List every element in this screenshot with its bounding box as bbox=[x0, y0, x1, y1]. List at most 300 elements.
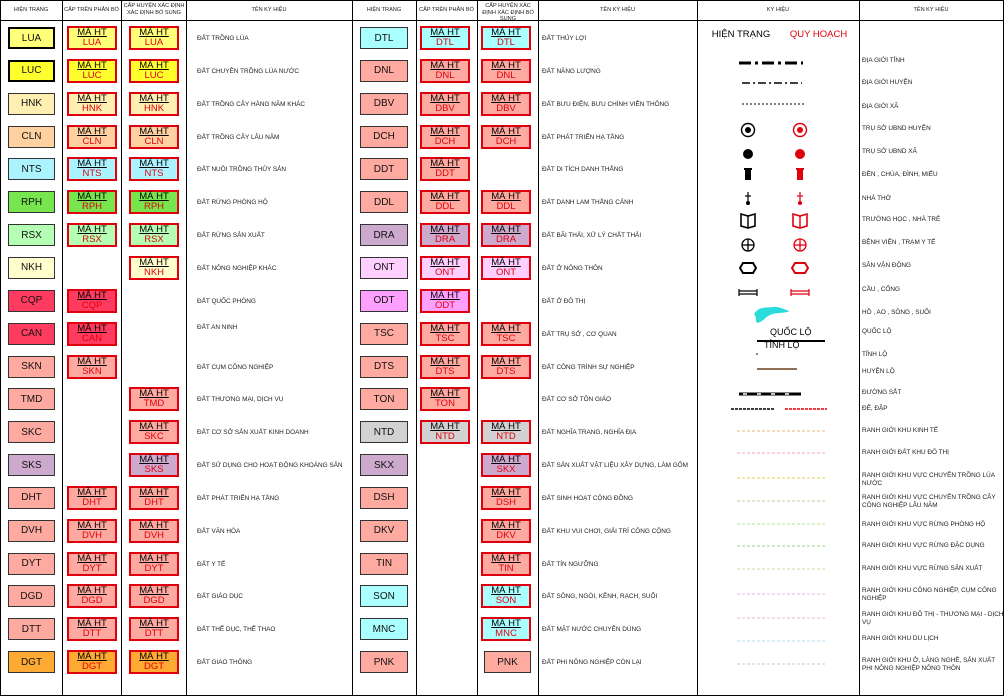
ma-ht-box bbox=[481, 125, 531, 149]
land-code-box: DDT bbox=[360, 158, 408, 180]
ma-ht-code: DBV bbox=[435, 102, 455, 114]
ma-ht-label: MÃ HT bbox=[139, 158, 169, 170]
ma-ht-label: MÃ HT bbox=[491, 355, 521, 367]
land-use-name: ĐẤT PHÁT TRIỂN HẠ TẦNG bbox=[197, 494, 280, 502]
land-code-box: DTS bbox=[360, 356, 408, 378]
ma-ht-code: DTT bbox=[82, 628, 102, 640]
ma-ht-box bbox=[67, 552, 117, 576]
land-code-box: DYT bbox=[8, 553, 55, 575]
ma-ht-code: RPH bbox=[81, 201, 103, 213]
ma-ht-code: DYT bbox=[144, 562, 164, 574]
land-use-name: ĐẤT RỪNG SẢN XUẤT bbox=[197, 232, 265, 240]
ma-ht-code: RSX bbox=[82, 234, 102, 246]
ma-ht-code: DGD bbox=[143, 595, 165, 607]
ma-ht-label: MÃ HT bbox=[139, 519, 169, 531]
land-code-box: PNK bbox=[484, 651, 531, 673]
symbol-name: ĐƯỜNG SẮT bbox=[862, 389, 902, 396]
land-use-name: ĐẤT SÔNG, NGÒI, KÊNH, RẠCH, SUỐI bbox=[542, 593, 658, 601]
ma-ht-box bbox=[481, 223, 531, 247]
ma-ht-label: MÃ HT bbox=[491, 224, 521, 236]
ma-ht-code: NTD bbox=[435, 431, 455, 443]
ma-ht-label: MÃ HT bbox=[139, 618, 169, 630]
land-code-box: SKN bbox=[8, 356, 55, 378]
land-code-box: DGT bbox=[8, 651, 55, 673]
ma-ht-code: TON bbox=[435, 398, 455, 410]
stadium-icon bbox=[740, 263, 808, 273]
ma-ht-box bbox=[481, 190, 531, 214]
ma-ht-label: MÃ HT bbox=[430, 421, 460, 433]
ma-ht-code: DDL bbox=[435, 201, 455, 213]
land-use-name: ĐẤT VĂN HÓA bbox=[197, 527, 241, 535]
ma-ht-code: DHT bbox=[82, 496, 102, 508]
land-code-box: DRA bbox=[360, 224, 408, 246]
ma-ht-label: MÃ HT bbox=[139, 651, 169, 663]
ma-ht-code: RPH bbox=[143, 201, 165, 213]
ma-ht-box bbox=[129, 420, 179, 444]
land-code-box: DGD bbox=[8, 585, 55, 607]
land-use-name: ĐẤT CÔNG TRÌNH SỰ NGHIỆP bbox=[542, 363, 635, 371]
ma-ht-box bbox=[481, 322, 531, 346]
ma-ht-box bbox=[420, 420, 470, 444]
ma-ht-box bbox=[129, 584, 179, 608]
land-use-name: ĐẤT GIAO THÔNG bbox=[197, 659, 253, 667]
land-use-name: ĐẤT TRỒNG LÚA bbox=[197, 35, 249, 42]
ma-ht-code: DGT bbox=[143, 661, 165, 673]
ma-ht-label: MÃ HT bbox=[77, 486, 107, 498]
land-code-box: PNK bbox=[360, 651, 408, 673]
ma-ht-code: NTD bbox=[496, 431, 516, 443]
ma-ht-label: MÃ HT bbox=[139, 585, 169, 597]
ma-ht-label: MÃ HT bbox=[491, 486, 521, 498]
land-code-box: TON bbox=[360, 388, 408, 410]
legend-hien-trang: HIỆN TRẠNG bbox=[711, 28, 771, 40]
symbol-name: ĐỊA GIỚI TỈNH bbox=[862, 57, 905, 64]
symbol-name: RANH GIỚI KHU CÔNG NGHIỆP, CỤM CÔNG NGHIỆP bbox=[862, 587, 997, 602]
grid-line bbox=[416, 0, 417, 696]
land-use-name: ĐẤT Ở NÔNG THÔN bbox=[542, 264, 603, 272]
symbol-name: RANH GIỚI KHU KINH TẾ bbox=[862, 427, 939, 434]
ma-ht-box bbox=[67, 584, 117, 608]
ma-ht-box bbox=[129, 256, 179, 280]
ma-ht-box bbox=[129, 59, 179, 83]
land-code-box: ONT bbox=[360, 257, 408, 279]
symbol-name: SÂN VẬN ĐỘNG bbox=[862, 262, 912, 269]
symbol-name: RANH GIỚI KHU ĐÔ THỊ - THƯƠNG MẠI - DỊCH VỤ bbox=[862, 611, 1004, 626]
ma-ht-label: MÃ HT bbox=[491, 519, 521, 531]
ma-ht-box bbox=[67, 519, 117, 543]
ma-ht-box bbox=[481, 552, 531, 576]
temple-icon bbox=[744, 168, 804, 180]
ma-ht-label: MÃ HT bbox=[77, 618, 107, 630]
ma-ht-box bbox=[420, 92, 470, 116]
ma-ht-label: MÃ HT bbox=[430, 191, 460, 203]
header-hien-trang: HIỆN TRẠNG bbox=[366, 7, 402, 13]
ma-ht-box bbox=[67, 322, 117, 346]
ma-ht-label: MÃ HT bbox=[430, 158, 460, 170]
tinh-lo-label: TỈNH LỘ bbox=[764, 340, 800, 350]
ma-ht-code: DTL bbox=[436, 37, 454, 48]
ma-ht-label: MÃ HT bbox=[430, 388, 460, 400]
land-code-box: CLN bbox=[8, 126, 55, 148]
ma-ht-code: NTS bbox=[82, 168, 102, 180]
symbol-name: TRỤ SỞ UBND XÃ bbox=[862, 148, 917, 155]
land-use-name: ĐẤT Y TẾ bbox=[197, 560, 226, 568]
symbol-name: RANH GIỚI KHU DU LỊCH bbox=[862, 635, 939, 642]
bridge-icon bbox=[739, 289, 809, 296]
ma-ht-box bbox=[67, 26, 117, 50]
ma-ht-label: MÃ HT bbox=[139, 388, 169, 400]
land-use-name: ĐẤT QUỐC PHÒNG bbox=[197, 297, 256, 305]
ma-ht-code: SON bbox=[495, 595, 517, 607]
ma-ht-code: DBV bbox=[496, 102, 516, 114]
ma-ht-box bbox=[420, 387, 470, 411]
ma-ht-label: MÃ HT bbox=[491, 585, 521, 597]
ma-ht-box bbox=[129, 486, 179, 510]
ma-ht-code: CAN bbox=[81, 332, 103, 344]
ma-ht-label: MÃ HT bbox=[139, 191, 169, 203]
land-use-name: ĐẤT SỬ DỤNG CHO HOẠT ĐỘNG KHOÁNG SẢN bbox=[197, 462, 343, 470]
ma-ht-label: MÃ HT bbox=[139, 256, 169, 268]
grid-line bbox=[0, 0, 1, 696]
land-code-box: CAN bbox=[8, 323, 55, 345]
ma-ht-code: DCH bbox=[495, 135, 517, 147]
ma-ht-code: DRA bbox=[495, 234, 517, 246]
land-code-box: NTS bbox=[8, 158, 55, 180]
ma-ht-label: MÃ HT bbox=[430, 289, 460, 301]
ma-ht-label: MÃ HT bbox=[491, 59, 521, 71]
ma-ht-code: DTL bbox=[497, 37, 515, 48]
ma-ht-code: DDL bbox=[496, 201, 516, 213]
school-icon bbox=[741, 214, 807, 228]
ma-ht-label: MÃ HT bbox=[491, 454, 521, 466]
ma-ht-box bbox=[129, 223, 179, 247]
ma-ht-box bbox=[420, 59, 470, 83]
ma-ht-code: DVH bbox=[81, 529, 103, 541]
ma-ht-code: DHT bbox=[144, 496, 164, 508]
land-use-name: ĐẤT TRỒNG CÂY HÀNG NĂM KHÁC bbox=[197, 100, 305, 108]
land-code-box: DVH bbox=[8, 520, 55, 542]
ma-ht-box bbox=[420, 26, 470, 50]
header-hien-trang: HIỆN TRẠNG bbox=[13, 7, 49, 13]
ma-ht-label: MÃ HT bbox=[430, 59, 460, 71]
land-use-name: ĐẤT TRỒNG CÂY LÂU NĂM bbox=[197, 133, 280, 141]
ma-ht-box bbox=[129, 453, 179, 477]
land-use-name: ĐẤT NGHĨA TRANG, NGHĨA ĐỊA bbox=[542, 429, 637, 437]
church-icon bbox=[745, 192, 803, 205]
ma-ht-code: LUC bbox=[144, 69, 164, 81]
land-code-box: SON bbox=[360, 585, 408, 607]
ma-ht-box bbox=[67, 157, 117, 181]
ma-ht-box bbox=[420, 125, 470, 149]
ma-ht-box bbox=[67, 289, 117, 313]
symbol-name: TRỤ SỞ UBND HUYỆN bbox=[862, 125, 931, 132]
land-use-name: ĐẤT MẶT NƯỚC CHUYÊN DÙNG bbox=[542, 626, 642, 634]
land-code-box: DNL bbox=[360, 60, 408, 82]
ma-ht-label: MÃ HT bbox=[491, 322, 521, 334]
ma-ht-box bbox=[129, 125, 179, 149]
tinh-lo-marker bbox=[756, 353, 758, 355]
land-use-name: ĐẤT SẢN XUẤT VẬT LIỆU XÂY DỰNG, LÀM GỐM bbox=[542, 462, 688, 470]
land-code-box: NKH bbox=[8, 257, 55, 279]
ma-ht-label: MÃ HT bbox=[77, 158, 107, 170]
ma-ht-box bbox=[481, 453, 531, 477]
land-use-name: ĐẤT NĂNG LƯỢNG bbox=[542, 67, 601, 75]
ma-ht-label: MÃ HT bbox=[139, 125, 169, 137]
symbol-name: ĐỊA GIỚI HUYỆN bbox=[862, 79, 913, 86]
land-use-name: ĐẤT THƯƠNG MẠI, DỊCH VỤ bbox=[197, 396, 284, 404]
ma-ht-label: MÃ HT bbox=[77, 585, 107, 597]
land-code-box: LUA bbox=[8, 27, 55, 49]
ma-ht-code: CQP bbox=[81, 299, 103, 311]
land-use-name: ĐẤT NUÔI TRỒNG THỦY SẢN bbox=[197, 166, 287, 174]
ma-ht-label: MÃ HT bbox=[491, 92, 521, 104]
symbol-name: TRƯỜNG HỌC , NHÀ TRẺ bbox=[862, 216, 941, 223]
grid-line bbox=[477, 0, 478, 696]
ma-ht-code: SKS bbox=[144, 464, 164, 476]
land-use-name: ĐẤT THỦY LỢI bbox=[542, 35, 587, 42]
ma-ht-code: CLN bbox=[82, 135, 102, 147]
ma-ht-box bbox=[129, 157, 179, 181]
ma-ht-label: MÃ HT bbox=[430, 27, 460, 38]
symbol-name: BỆNH VIỆN , TRẠM Y TẾ bbox=[862, 239, 936, 246]
header-ten-ky-hieu: TÊN KÝ HIỆU bbox=[599, 7, 636, 13]
header-cap-huyen: CẤP HUYỆN XÁC ĐỊNH XÁC ĐỊNH BỔ SUNG bbox=[482, 3, 534, 22]
ma-ht-box bbox=[129, 26, 179, 50]
ma-ht-box bbox=[481, 355, 531, 379]
ma-ht-label: MÃ HT bbox=[77, 59, 107, 71]
ma-ht-code: NTS bbox=[144, 168, 164, 180]
ma-ht-label: MÃ HT bbox=[77, 322, 107, 334]
ma-ht-label: MÃ HT bbox=[430, 92, 460, 104]
ma-ht-code: TSC bbox=[435, 332, 455, 344]
ma-ht-label: MÃ HT bbox=[139, 552, 169, 564]
ma-ht-box bbox=[420, 289, 470, 313]
ma-ht-label: MÃ HT bbox=[491, 618, 521, 630]
land-code-box: DTL bbox=[360, 27, 408, 49]
ma-ht-box bbox=[67, 223, 117, 247]
ma-ht-label: MÃ HT bbox=[77, 224, 107, 236]
ma-ht-box bbox=[129, 650, 179, 674]
land-use-name: ĐẤT BƯU ĐIỆN, BƯU CHÍNH VIỄN THÔNG bbox=[542, 100, 670, 108]
land-use-name: ĐẤT DANH LAM THẮNG CẢNH bbox=[542, 199, 634, 207]
ma-ht-label: MÃ HT bbox=[139, 92, 169, 104]
header-cap-tren: CẤP TRÊN PHÂN BỔ bbox=[64, 7, 119, 13]
grid-line bbox=[352, 0, 353, 696]
ma-ht-label: MÃ HT bbox=[430, 355, 460, 367]
ma-ht-box bbox=[420, 223, 470, 247]
ma-ht-code: TSC bbox=[496, 332, 516, 344]
ma-ht-label: MÃ HT bbox=[77, 552, 107, 564]
land-code-box: TMD bbox=[8, 388, 55, 410]
header-ky-hieu: KÝ HIỆU bbox=[766, 7, 790, 13]
ma-ht-code: TMD bbox=[143, 398, 165, 410]
grid-line bbox=[859, 0, 860, 696]
grid-line bbox=[121, 0, 122, 696]
land-code-box: NTD bbox=[360, 421, 408, 443]
ma-ht-box bbox=[420, 322, 470, 346]
ma-ht-code: LUA bbox=[144, 37, 164, 48]
ma-ht-box bbox=[420, 355, 470, 379]
ma-ht-box bbox=[481, 256, 531, 280]
land-code-box: LUC bbox=[8, 60, 55, 82]
ma-ht-code: DKV bbox=[496, 529, 516, 541]
grid-line bbox=[186, 0, 187, 696]
ma-ht-label: MÃ HT bbox=[139, 224, 169, 236]
ma-ht-code: DSH bbox=[495, 496, 517, 508]
ma-ht-label: MÃ HT bbox=[77, 92, 107, 104]
land-code-box: SKS bbox=[8, 454, 55, 476]
land-use-name: ĐẤT CHUYÊN TRỒNG LÚA NƯỚC bbox=[197, 67, 299, 75]
ma-ht-code: LUC bbox=[82, 69, 102, 81]
ma-ht-code: DRA bbox=[434, 234, 456, 246]
ma-ht-code: DTS bbox=[435, 365, 455, 377]
symbol-name: RANH GIỚI KHU VỰC RỪNG PHÒNG HỘ bbox=[862, 521, 986, 528]
land-use-name: ĐẤT NÔNG NGHIỆP KHÁC bbox=[197, 264, 277, 272]
ubnd-huyen-icon bbox=[742, 124, 807, 137]
ma-ht-box bbox=[129, 519, 179, 543]
land-code-box: DCH bbox=[360, 126, 408, 148]
land-code-box: SKC bbox=[8, 421, 55, 443]
ma-ht-box bbox=[67, 190, 117, 214]
ma-ht-box bbox=[67, 355, 117, 379]
ma-ht-label: MÃ HT bbox=[77, 519, 107, 531]
ma-ht-code: SKC bbox=[144, 431, 164, 443]
ma-ht-label: MÃ HT bbox=[491, 421, 521, 433]
symbol-name: HUYỆN LỘ bbox=[862, 368, 895, 375]
ma-ht-label: MÃ HT bbox=[491, 191, 521, 203]
header-cap-huyen: CẤP HUYỆN XÁC ĐỊNH XÁC ĐỊNH BỔ SUNG bbox=[123, 3, 185, 16]
land-use-name: ĐẤT TÍN NGƯỠNG bbox=[542, 560, 599, 568]
ma-ht-code: HNK bbox=[143, 102, 165, 114]
ma-ht-box bbox=[420, 157, 470, 181]
land-use-name: ĐẤT PHÁT TRIỂN HẠ TẦNG bbox=[542, 133, 625, 141]
ma-ht-code: DGT bbox=[81, 661, 103, 673]
land-use-name: ĐẤT KHU VUI CHƠI, GIẢI TRÍ CÔNG CỘNG bbox=[542, 527, 671, 535]
ma-ht-label: MÃ HT bbox=[430, 322, 460, 334]
land-use-name: ĐẤT TRỤ SỞ , CƠ QUAN bbox=[542, 330, 617, 338]
ma-ht-code: TIN bbox=[498, 562, 514, 574]
land-use-name: ĐẤT Ở ĐÔ THỊ bbox=[542, 297, 586, 305]
grid-line bbox=[538, 0, 539, 696]
ma-ht-code: DCH bbox=[434, 135, 456, 147]
ma-ht-box bbox=[481, 519, 531, 543]
ma-ht-box bbox=[129, 190, 179, 214]
ma-ht-label: MÃ HT bbox=[139, 486, 169, 498]
ma-ht-box bbox=[481, 486, 531, 510]
ma-ht-box bbox=[67, 125, 117, 149]
land-code-box: DSH bbox=[360, 487, 408, 509]
ma-ht-code: DVH bbox=[143, 529, 165, 541]
ma-ht-box bbox=[67, 92, 117, 116]
ma-ht-box bbox=[481, 420, 531, 444]
ma-ht-code: CLN bbox=[144, 135, 164, 147]
ma-ht-box bbox=[129, 387, 179, 411]
ma-ht-label: MÃ HT bbox=[139, 454, 169, 466]
symbol-name: RANH GIỚI KHU VỰC CHUYÊN TRỒNG LÚA NƯỚC bbox=[862, 472, 995, 487]
ma-ht-box bbox=[129, 92, 179, 116]
symbol-name: RANH GIỚI KHU Ở, LÀNG NGHỀ, SẢN XUẤT PHI NÔNG NGHIỆP NÔNG THÔN bbox=[862, 657, 995, 672]
header-cap-tren: CẤP TRÊN PHÂN BỔ bbox=[419, 7, 474, 13]
ma-ht-label: MÃ HT bbox=[77, 289, 107, 301]
ma-ht-label: MÃ HT bbox=[77, 27, 107, 38]
ma-ht-code: DNL bbox=[496, 69, 516, 81]
ma-ht-code: MNC bbox=[495, 628, 517, 640]
ma-ht-box bbox=[481, 59, 531, 83]
ma-ht-code: DDT bbox=[435, 168, 455, 180]
ma-ht-label: MÃ HT bbox=[139, 27, 169, 38]
ma-ht-box bbox=[129, 617, 179, 641]
ma-ht-box bbox=[67, 650, 117, 674]
ma-ht-code: HNK bbox=[81, 102, 103, 114]
land-use-name: ĐẤT CỤM CÔNG NGHIỆP bbox=[197, 363, 274, 371]
header-ten-ky-hieu: TÊN KÝ HIỆU bbox=[913, 7, 949, 13]
ma-ht-label: MÃ HT bbox=[491, 125, 521, 137]
symbol-name: RANH GIỚI KHU VỰC RỪNG SẢN XUẤT bbox=[862, 565, 983, 572]
hospital-icon bbox=[742, 239, 806, 251]
ma-ht-label: MÃ HT bbox=[491, 552, 521, 564]
land-code-box: DBV bbox=[360, 93, 408, 115]
ma-ht-label: MÃ HT bbox=[430, 224, 460, 236]
header-ten-ky-hieu: TÊN KÝ HIỆU bbox=[251, 7, 287, 13]
land-code-box: RSX bbox=[8, 224, 55, 246]
symbol-name: QUỐC LỘ bbox=[862, 328, 892, 335]
ma-ht-code: LUA bbox=[82, 37, 102, 48]
planning-boundary-lines bbox=[737, 431, 825, 664]
ma-ht-label: MÃ HT bbox=[77, 125, 107, 137]
ma-ht-code: SKX bbox=[496, 464, 516, 476]
ma-ht-code: DTS bbox=[496, 365, 516, 377]
ma-ht-label: MÃ HT bbox=[430, 256, 460, 268]
quoc-lo-label: QUỐC LỘ bbox=[770, 327, 812, 337]
ma-ht-code: DYT bbox=[82, 562, 102, 574]
land-use-name: ĐẤT RỪNG PHÒNG HỘ bbox=[197, 199, 268, 207]
ma-ht-box bbox=[67, 59, 117, 83]
land-use-name: ĐẤT PHI NÔNG NGHIỆP CÒN LẠI bbox=[542, 659, 642, 667]
ma-ht-label: MÃ HT bbox=[77, 355, 107, 367]
symbol-name: HỒ , AO , SÔNG , SUỐI bbox=[862, 309, 931, 316]
land-use-name: ĐẤT DI TÍCH DANH THẮNG bbox=[542, 166, 624, 174]
ubnd-xa-icon bbox=[743, 149, 805, 159]
legend-quy-hoach: QUY HOẠCH bbox=[789, 28, 848, 40]
land-code-box: DDL bbox=[360, 191, 408, 213]
land-code-box: TSC bbox=[360, 323, 408, 345]
ma-ht-label: MÃ HT bbox=[77, 191, 107, 203]
land-code-box: ODT bbox=[360, 290, 408, 312]
land-use-name: ĐẤT BÃI THẢI, XỬ LÝ CHẤT THẢI bbox=[542, 232, 642, 240]
symbol-name: NHÀ THỜ bbox=[862, 195, 892, 202]
ma-ht-code: DNL bbox=[435, 69, 455, 81]
ma-ht-label: MÃ HT bbox=[491, 256, 521, 268]
ma-ht-label: MÃ HT bbox=[491, 27, 521, 38]
symbol-name: ĐỊA GIỚI XÃ bbox=[862, 103, 899, 110]
ma-ht-code: NKH bbox=[143, 266, 165, 278]
symbol-name: RANH GIỚI ĐẤT KHU ĐÔ THỊ bbox=[862, 449, 949, 456]
ma-ht-box bbox=[67, 617, 117, 641]
symbol-name: ĐỀN , CHÙA, ĐÌNH, MIẾU bbox=[862, 171, 938, 178]
symbol-name: CẦU , CỐNG bbox=[862, 286, 900, 293]
ma-ht-code: RSX bbox=[144, 234, 164, 246]
land-code-box: MNC bbox=[360, 618, 408, 640]
ma-ht-box bbox=[420, 190, 470, 214]
land-code-box: DKV bbox=[360, 520, 408, 542]
symbol-name: TỈNH LỘ bbox=[862, 351, 888, 358]
grid-line bbox=[62, 0, 63, 696]
lake-river-icon bbox=[754, 307, 790, 323]
ma-ht-box bbox=[481, 92, 531, 116]
land-use-name: ĐẤT THỂ DỤC, THỂ THAO bbox=[197, 626, 276, 634]
ma-ht-box bbox=[67, 486, 117, 510]
land-code-box: SKX bbox=[360, 454, 408, 476]
